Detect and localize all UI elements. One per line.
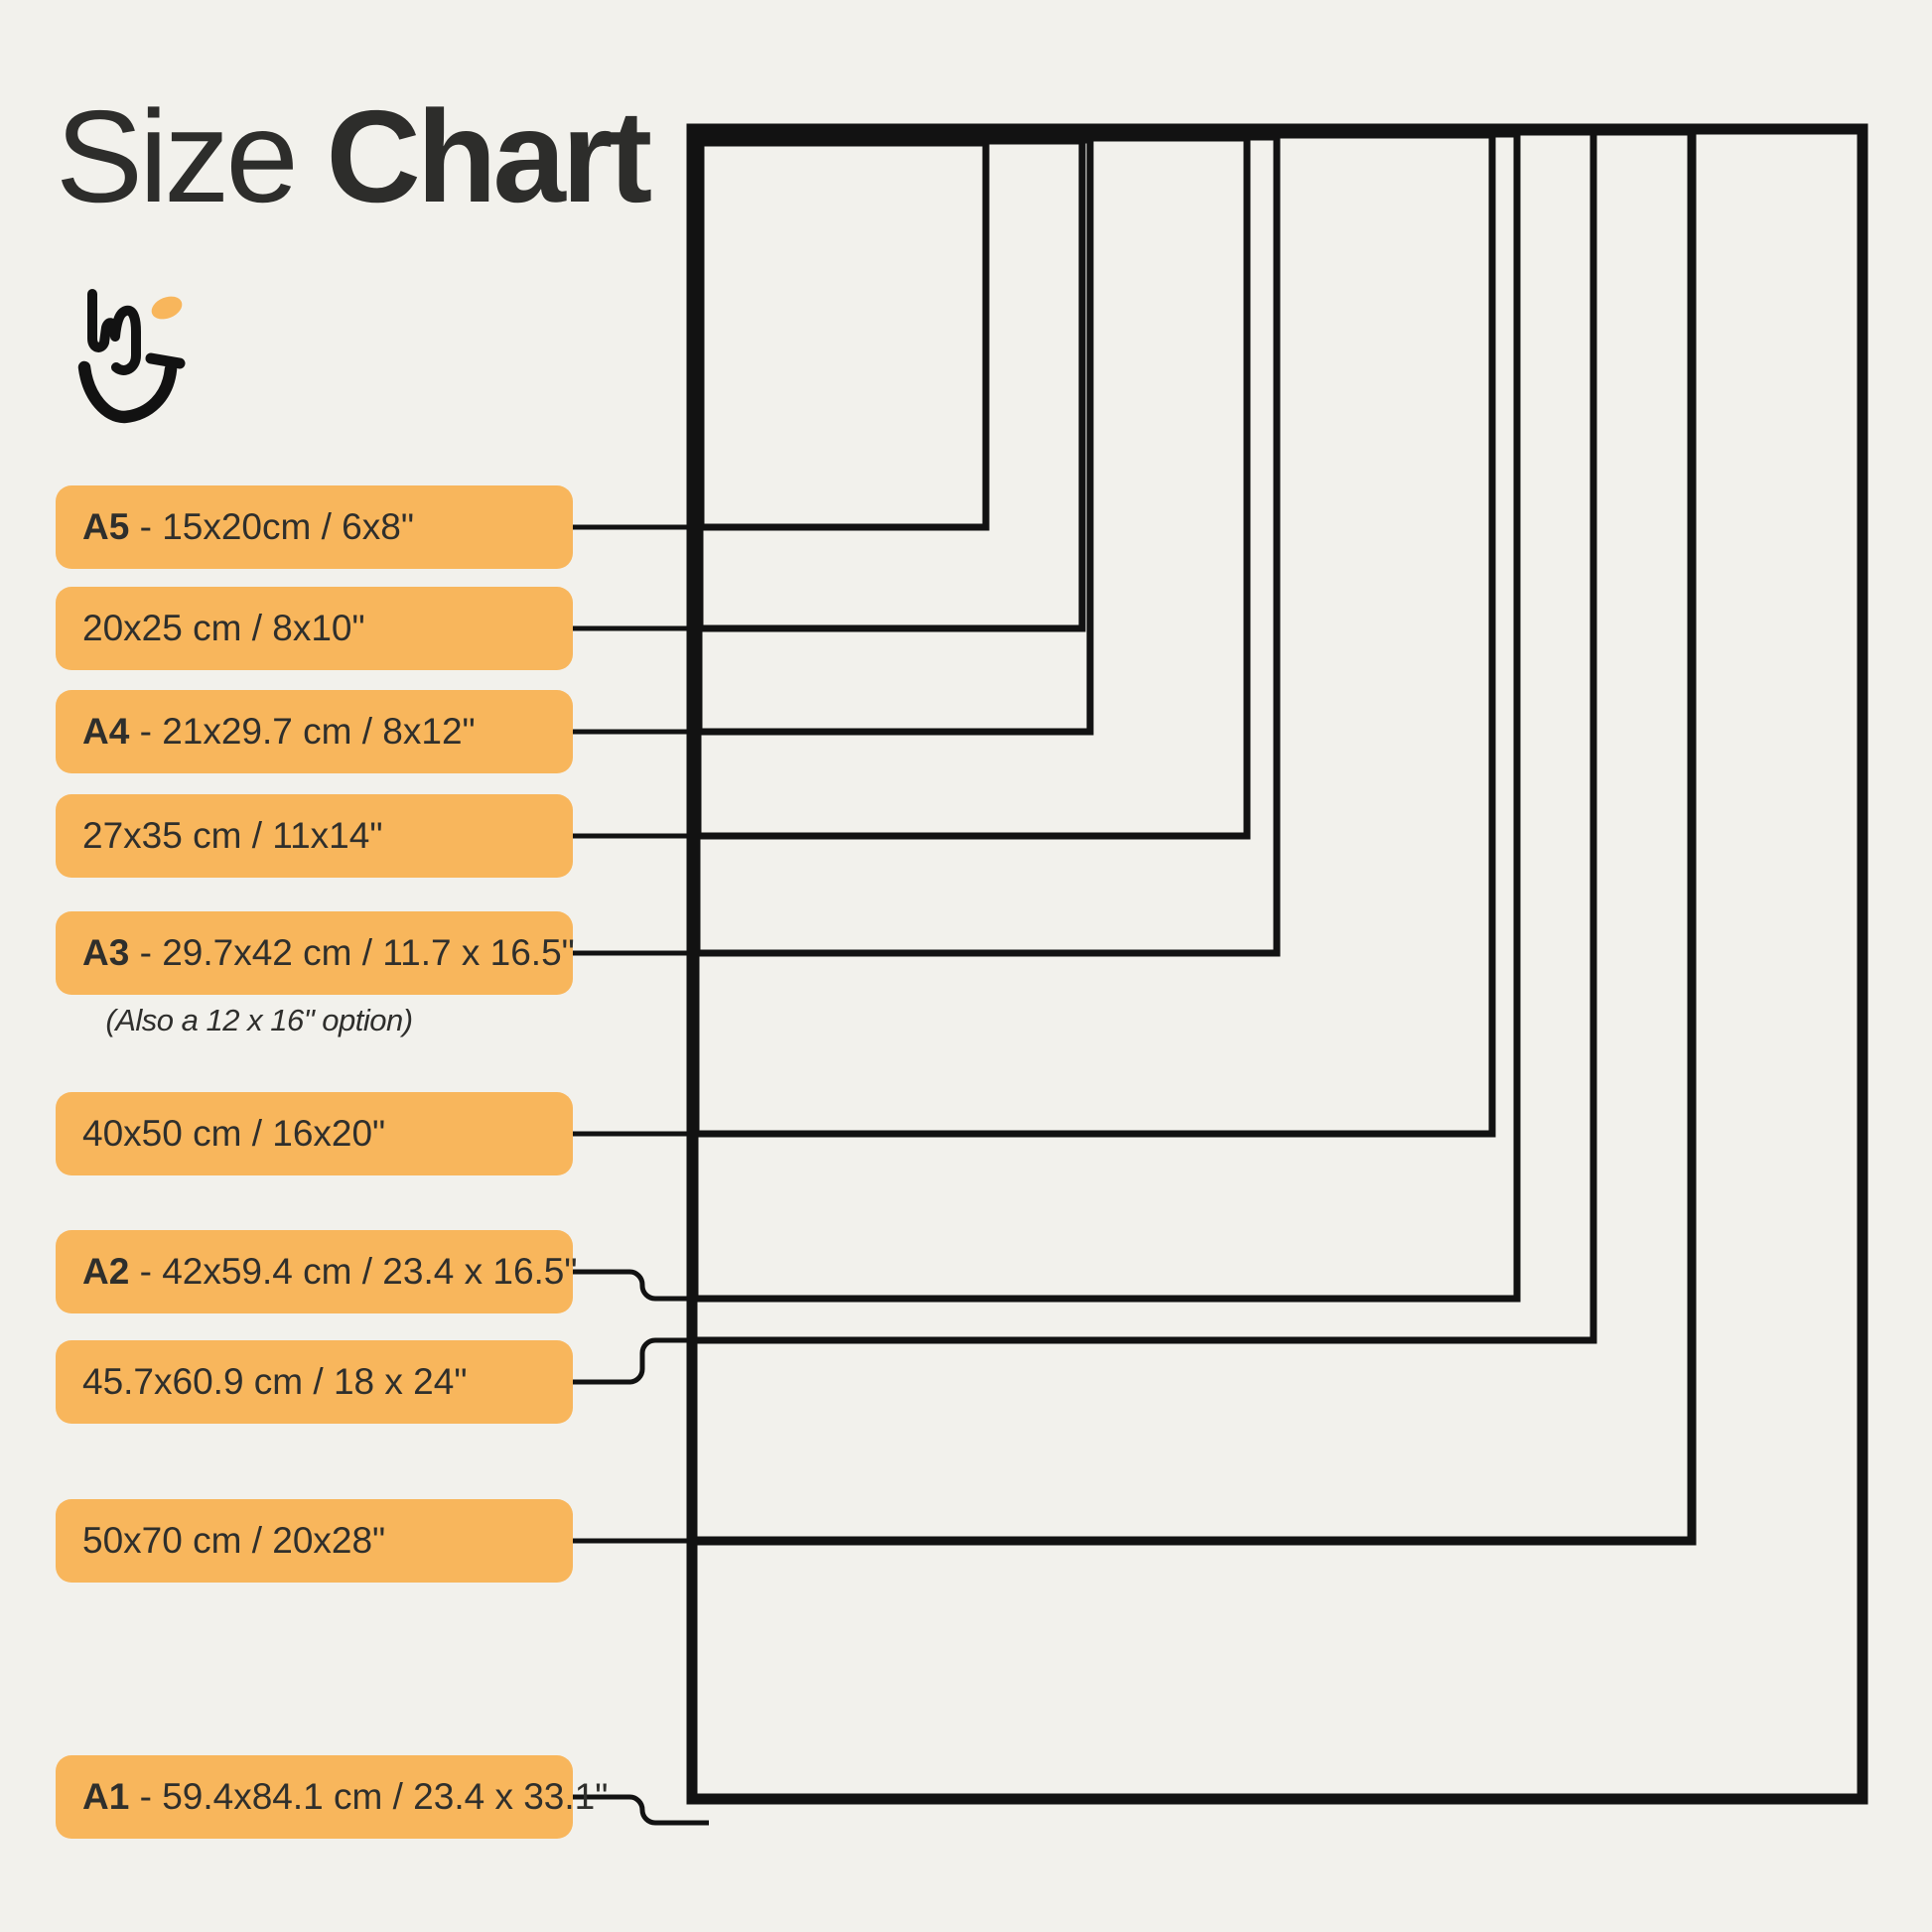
size-label-prefix: A5 [82,506,130,547]
size-rectangle-457x609 [694,132,1593,1340]
size-rectangle-a5 [701,143,986,527]
size-label-pill-20x25 [56,587,573,670]
size-label-text: 20x25 cm / 8x10" [82,608,365,648]
size-label-text: 50x70 cm / 20x28" [82,1520,386,1561]
size-label-pill-40x50 [56,1092,573,1175]
size-label-pill-457x609 [56,1340,573,1424]
size-label-text: - 42x59.4 cm / 23.4 x 16.5" [129,1251,578,1292]
size-label-pill-a4 [56,690,573,773]
size-label-pill-a1 [56,1755,609,1839]
size-label-prefix: A3 [82,932,130,973]
size-label-pill-50x70 [56,1499,573,1583]
size-label-pill-a3 [56,911,573,995]
size-label-text: 40x50 cm / 16x20" [82,1113,386,1154]
page-title-regular: Size [56,83,295,229]
size-rectangle-a2 [695,134,1517,1299]
size-note: (Also a 12 x 16" option) [105,1003,413,1037]
size-label-prefix: A2 [82,1251,130,1292]
size-label-text: 45.7x60.9 cm / 18 x 24" [82,1361,468,1402]
size-label-pill-a2 [56,1230,578,1313]
size-label-text: - 21x29.7 cm / 8x12" [129,711,476,752]
size-label-text: - 29.7x42 cm / 11.7 x 16.5" [129,932,575,973]
size-label-pill-a5 [56,485,573,569]
size-label-text: - 15x20cm / 6x8" [129,506,414,547]
page-title-bold: Chart [326,83,649,229]
size-rectangle-40x50 [696,135,1492,1134]
size-label-prefix: A4 [82,711,130,752]
size-rectangle-20x25 [700,141,1082,628]
size-label-text: 27x35 cm / 11x14" [82,815,383,856]
size-label-pill-27x35 [56,794,573,878]
size-label-text: - 59.4x84.1 cm / 23.4 x 33.1" [129,1776,609,1817]
size-label-prefix: A1 [82,1776,130,1817]
size-rectangle-a4 [699,140,1090,732]
